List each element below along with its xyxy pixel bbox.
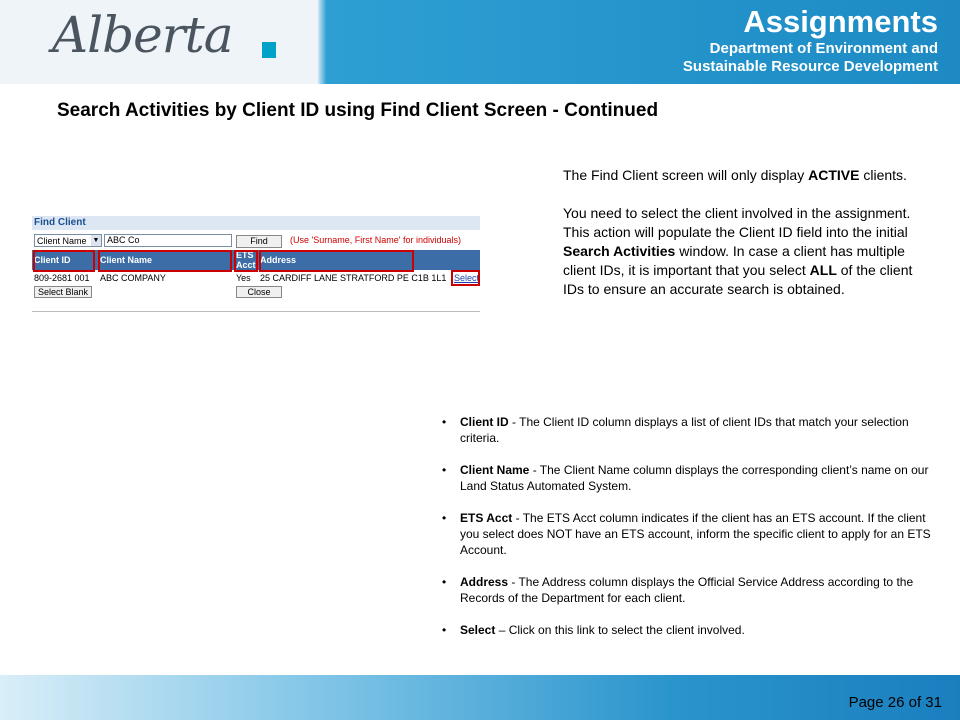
column-ets-line1: ETS bbox=[236, 250, 254, 260]
find-client-screenshot bbox=[32, 216, 480, 312]
alberta-logo: Alberta bbox=[52, 6, 233, 64]
column-ets-line2: Acct bbox=[236, 260, 256, 270]
divider bbox=[32, 311, 480, 312]
row-address: 25 CARDIFF LANE STRATFORD PE C1B 1L1 bbox=[260, 273, 447, 283]
column-client-name: Client Name bbox=[100, 255, 153, 265]
desc-bold: ACTIVE bbox=[808, 167, 860, 183]
desc-bold: Search Activities bbox=[563, 243, 676, 259]
bullet-term: ETS Acct bbox=[460, 511, 513, 525]
bullet-text: - The Client Name column displays the corresponding client’s name on our Land Status Automated System. bbox=[460, 463, 929, 493]
logo-area bbox=[0, 0, 318, 84]
bullet-dot: • bbox=[442, 511, 447, 525]
search-type-value: Client Name bbox=[37, 236, 87, 246]
logo-mark-icon bbox=[262, 42, 276, 58]
bullet-term: Client Name bbox=[460, 463, 530, 477]
row-ets: Yes bbox=[236, 273, 251, 283]
description bbox=[563, 166, 913, 318]
list-item bbox=[440, 622, 940, 638]
search-hint: (Use 'Surname, First Name' for individuals) bbox=[290, 235, 461, 245]
bullet-dot: • bbox=[442, 623, 447, 637]
header-title: Assignments bbox=[743, 4, 938, 39]
bullet-dot: • bbox=[442, 463, 447, 477]
header-subtitle-line1: Department of Environment and bbox=[709, 40, 938, 57]
highlight-ets-acct bbox=[234, 250, 258, 272]
bullet-dot: • bbox=[442, 415, 447, 429]
search-input[interactable]: ABC Co bbox=[104, 234, 232, 247]
bullet-term: Client ID bbox=[460, 415, 509, 429]
desc-text: You need to select the client involved in the assignment. This action will populate the Client ID field into the initial bbox=[563, 205, 911, 240]
description-paragraph-1 bbox=[563, 166, 913, 185]
select-link[interactable]: Select bbox=[454, 273, 480, 283]
close-button[interactable]: Close bbox=[236, 286, 282, 298]
highlight-address bbox=[259, 250, 414, 272]
highlight-client-id bbox=[33, 250, 95, 272]
page-number: Page 26 of 31 bbox=[848, 694, 942, 711]
find-button[interactable]: Find bbox=[236, 235, 282, 248]
page-title: Search Activities by Client ID using Find Client Screen - Continued bbox=[57, 100, 659, 121]
select-blank-button[interactable]: Select Blank bbox=[34, 286, 92, 298]
list-item bbox=[440, 510, 940, 558]
footer-band bbox=[0, 675, 960, 720]
bullet-text: - The Client ID column displays a list of client IDs that match your selection criteria. bbox=[460, 415, 909, 445]
header-subtitle-line2: Sustainable Resource Development bbox=[682, 58, 938, 75]
bullet-term: Select bbox=[460, 623, 496, 637]
desc-text: of the client IDs to ensure an accurate search is obtained. bbox=[563, 262, 913, 297]
search-type-select[interactable] bbox=[34, 234, 102, 247]
list-item bbox=[440, 414, 940, 446]
desc-text: window. In case a client has multiple client IDs, it is important that you select bbox=[563, 243, 905, 278]
find-client-title: Find Client bbox=[32, 216, 480, 230]
row-client-name: ABC COMPANY bbox=[100, 273, 166, 283]
chevron-down-icon: ▼ bbox=[92, 237, 100, 244]
list-item bbox=[440, 462, 940, 494]
bullet-text: – Click on this link to select the client involved. bbox=[495, 623, 745, 637]
desc-bold: ALL bbox=[809, 262, 837, 278]
header bbox=[0, 0, 960, 84]
table-row bbox=[32, 272, 480, 284]
row-client-id: 809-2681 001 bbox=[34, 273, 90, 283]
column-address: Address bbox=[260, 255, 297, 265]
bullet-list bbox=[440, 414, 940, 654]
highlight-select bbox=[451, 270, 480, 286]
bullet-text: - The Address column displays the Official Service Address according to the Records of the Department for each client. bbox=[460, 575, 914, 605]
bullet-text: - The ETS Acct column indicates if the client has an ETS account. If the client you select does NOT have an ETS account, inform the specific client to apply for an ETS Account. bbox=[460, 511, 931, 557]
bullet-dot: • bbox=[442, 575, 447, 589]
highlight-client-name bbox=[98, 250, 232, 272]
desc-text: The Find Client screen will only display bbox=[563, 167, 809, 183]
bullet-term: Address bbox=[460, 575, 509, 589]
list-item bbox=[440, 574, 940, 606]
column-client-id: Client ID bbox=[34, 255, 71, 265]
desc-text: clients. bbox=[859, 167, 907, 183]
description-paragraph-2 bbox=[563, 204, 913, 299]
